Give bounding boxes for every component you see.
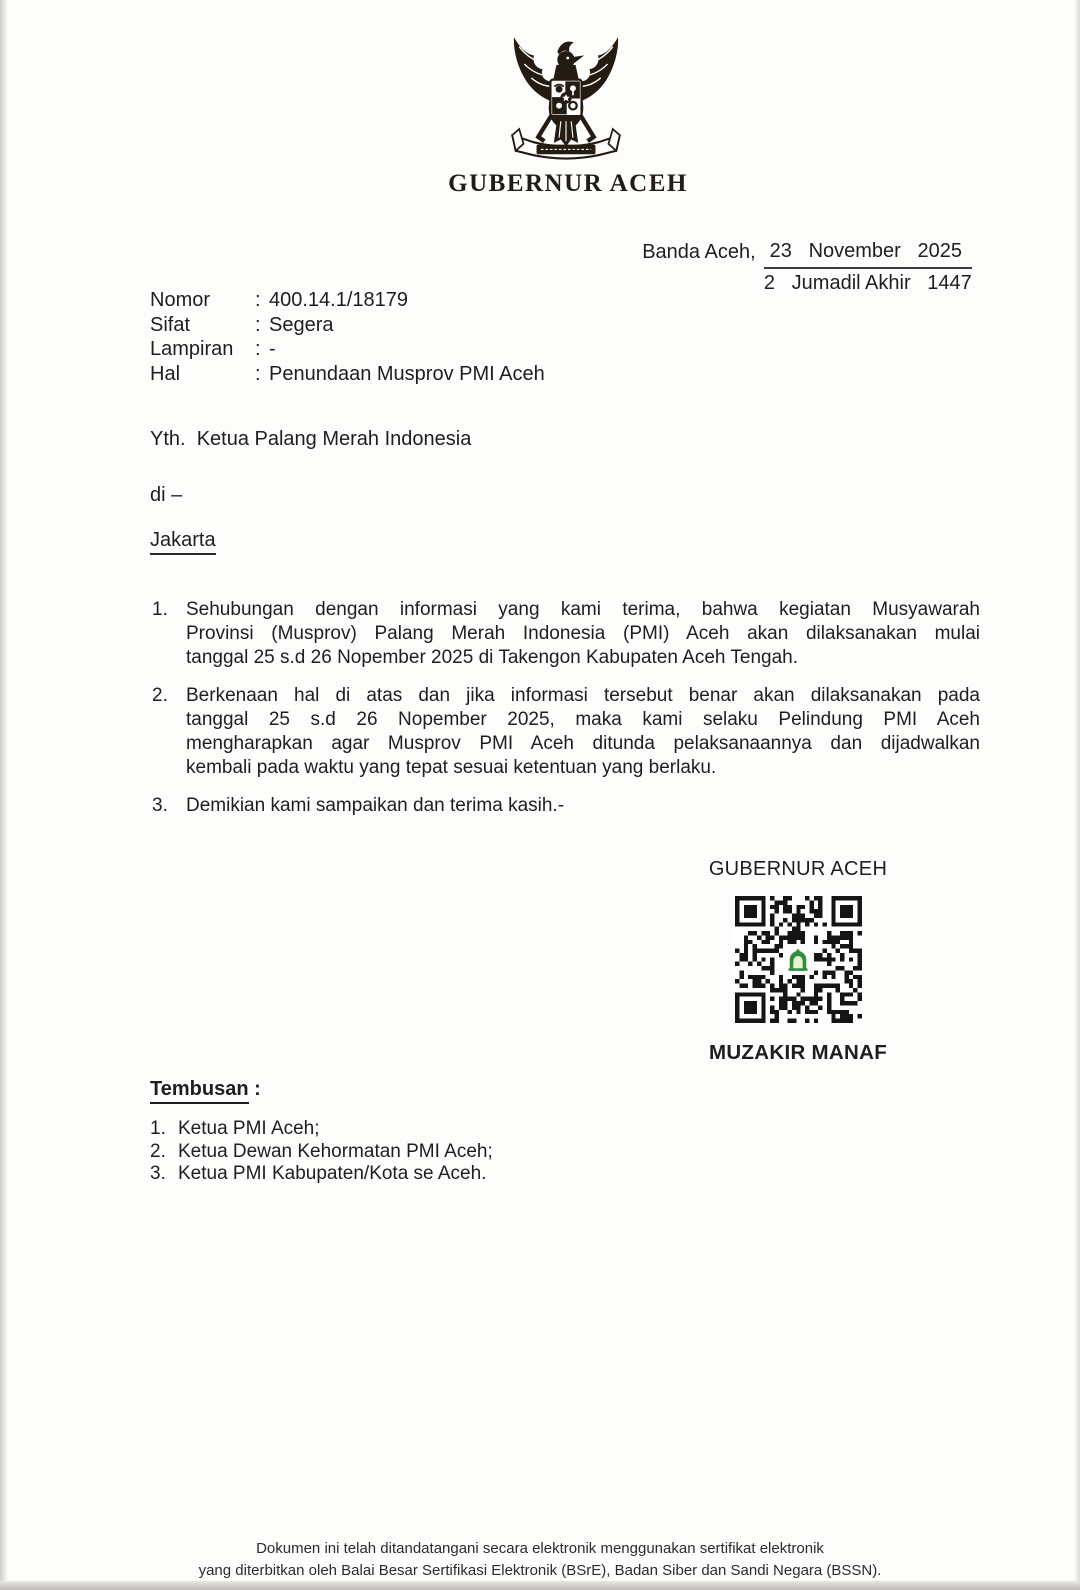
garuda-pancasila-emblem-icon [488, 26, 644, 173]
paragraph-text: Sehubungan dengan informasi yang kami terima, bahwa kegiatan Musyawarah Provinsi (Musprov) Palang Merah Indonesia (PMI) Aceh akan dilaksanakan mulai tanggal 25 s.d 26 Nopember 2025 di Takengon Kabupaten Aceh Tengah. [186, 599, 980, 668]
footer-line: yang diterbitkan oleh Balai Besar Sertifikasi Elektronik (BSrE), Badan Siber dan Sandi Negara (BSSN). [198, 1561, 882, 1579]
tembusan-number: 3. [150, 1163, 166, 1185]
tembusan-number: 1. [150, 1118, 166, 1139]
dateline-dates [764, 240, 972, 295]
tembusan-item [150, 1141, 493, 1164]
meta-colon: : [255, 338, 261, 361]
dateline-hijri: 2 Jumadil Akhir 1447 [763, 272, 972, 294]
tembusan-number: 2. [150, 1140, 166, 1162]
tembusan-heading: Tembusan : [150, 1078, 493, 1104]
scan-edge-left [0, 0, 8, 1590]
meta-row-lampiran [150, 337, 545, 362]
signature-name: MUZAKIR MANAF [708, 1041, 888, 1064]
tembusan-text: Ketua PMI Kabupaten/Kota se Aceh. [178, 1163, 487, 1185]
paragraph-text: Demikian kami sampaikan dan terima kasih.- [186, 795, 565, 816]
tembusan-item [150, 1118, 493, 1141]
body-paragraph-1 [152, 598, 980, 670]
meta-label: Lampiran [150, 338, 234, 361]
dateline-gregorian: 23 November 2025 [764, 240, 972, 269]
meta-value: Segera [269, 313, 334, 336]
qr-signature-code [733, 894, 864, 1025]
paragraph-number: 3. [152, 795, 168, 816]
meta-colon: : [255, 313, 261, 336]
meta-label: Nomor [150, 289, 211, 311]
recipient-line: di – [150, 484, 183, 506]
letter-body [152, 598, 980, 832]
paragraph-number: 2. [152, 685, 168, 706]
tembusan-block [150, 1078, 493, 1186]
meta-row-hal [150, 362, 545, 387]
footer-line: Dokumen ini telah ditandatangani secara elektronik menggunakan sertifikat elektronik [256, 1540, 824, 1557]
body-paragraph-3 [152, 794, 980, 818]
meta-value: 400.14.1/18179 [269, 289, 409, 311]
dateline-place: Banda Aceh, [642, 241, 756, 263]
meta-label: Sifat [150, 313, 191, 336]
letterhead-title: GUBERNUR ACEH [448, 170, 688, 197]
tembusan-text: Ketua PMI Aceh; [178, 1118, 320, 1139]
scan-edge-bottom [0, 1581, 1080, 1590]
meta-colon: : [255, 362, 261, 385]
meta-label: Hal [150, 362, 181, 385]
document-footer [0, 1538, 1080, 1581]
scan-edge-right [1074, 0, 1080, 1590]
paragraph-text: Berkenaan hal di atas dan jika informasi tersebut benar akan dilaksanakan pada tanggal 25 s.d 26 Nopember 2025, maka kami selaku Pelindung PMI Aceh mengharapkan agar Musprov PMI Aceh ditunda pelaksanaannya dan dijadwalkan kembali pada waktu yang tepat sesuai ketentuan yang berlaku. [186, 685, 980, 778]
recipient-line: Yth. Ketua Palang Merah Indonesia [150, 428, 472, 450]
tembusan-item [150, 1163, 493, 1186]
qr-center-emblem-icon [785, 947, 811, 973]
meta-row-sifat [150, 313, 545, 338]
meta-value: - [269, 338, 276, 361]
recipient-block [150, 428, 471, 555]
tembusan-text: Ketua Dewan Kehormatan PMI Aceh; [178, 1140, 493, 1162]
signature-title: GUBERNUR ACEH [708, 858, 888, 880]
body-paragraph-2 [152, 684, 980, 780]
letter-meta [150, 288, 545, 386]
meta-colon: : [255, 289, 261, 311]
dateline [642, 240, 972, 295]
signature-block [700, 858, 896, 1065]
paragraph-number: 1. [152, 599, 168, 620]
meta-value: Penundaan Musprov PMI Aceh [269, 362, 545, 385]
meta-row-nomor [150, 288, 545, 313]
recipient-city: Jakarta [150, 529, 471, 555]
